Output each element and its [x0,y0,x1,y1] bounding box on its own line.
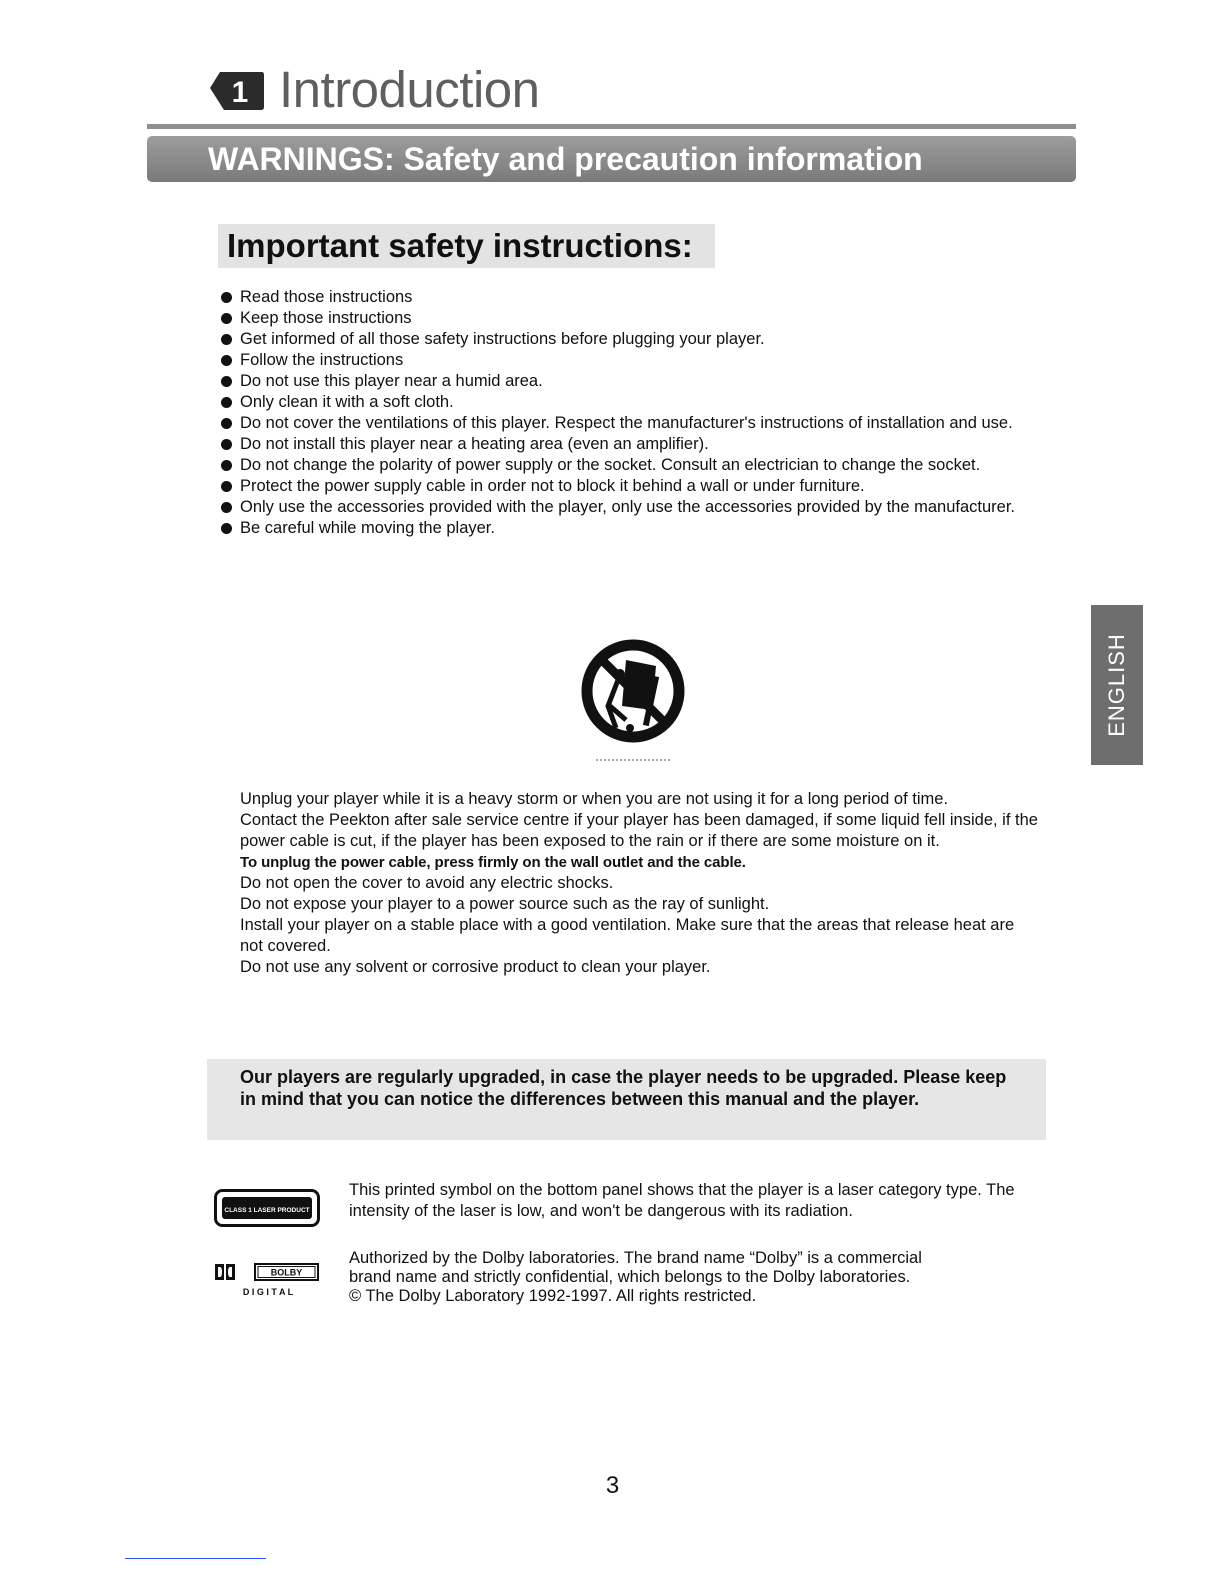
cart-tip-over-warning-icon [578,636,688,766]
footer-rule [125,1558,266,1559]
list-item: Only use the accessories provided with the player, only use the accessories provided by the manufacturer. [221,497,1041,518]
dolby-line: brand name and strictly confidential, which belongs to the Dolby laboratories. [349,1268,911,1286]
dolby-line: © The Dolby Laboratory 1992-1997. All rights restricted. [349,1287,757,1305]
class-1-laser-badge-icon [214,1189,320,1227]
dolby-digital-logo [214,1260,322,1298]
language-tab [1091,605,1143,765]
list-item: Only clean it with a soft cloth. [221,392,1041,413]
bullet-icon [221,397,232,408]
safety-heading: Important safety instructions: [218,224,715,268]
dolby-logo-sub: D I G I T A L [242,1287,294,1297]
bullet-icon [221,355,232,366]
list-item: Keep those instructions [221,308,1041,329]
safety-instruction-list [221,287,1041,539]
dolby-line: Authorized by the Dolby laboratories. The brand name “Dolby” is a commercial [349,1249,922,1267]
bullet-icon [221,523,232,534]
paragraph: Install your player on a stable place with a good ventilation. Make sure that the areas that release heat are not covered. [240,916,1015,955]
laser-badge-label: CLASS 1 LASER PRODUCT [224,1207,310,1214]
bullet-icon [221,418,232,429]
list-item: Do not cover the ventilations of this player. Respect the manufacturer's instructions of installation and use. [221,413,1041,434]
paragraph: Do not expose your player to a power source such as the ray of sunlight. [240,895,770,913]
paragraph: Unplug your player while it is a heavy storm or when you are not using it for a long period of time. [240,790,949,808]
upgrade-notice: Our players are regularly upgraded, in case the player needs to be upgraded. Please keep in mind that you can notice the differences between this manual and the player. [207,1059,1046,1140]
bullet-icon [221,313,232,324]
language-tab-label: ENGLISH [1104,633,1129,737]
laser-description: This printed symbol on the bottom panel shows that the player is a laser category type. The intensity of the laser is low, and won't be dangerous with its radiation. [349,1181,1015,1220]
paragraph: Do not open the cover to avoid any electric shocks. [240,874,614,892]
list-item: Get informed of all those safety instructions before plugging your player. [221,329,1041,350]
bullet-icon [221,334,232,345]
list-item: Be careful while moving the player. [221,518,1041,539]
list-item: Do not install this player near a heating area (even an amplifier). [221,434,1041,455]
bullet-icon [221,481,232,492]
list-item: Follow the instructions [221,350,1041,371]
page-number: 3 [605,1472,620,1499]
chapter-number-icon [208,70,266,112]
bullet-icon [221,502,232,513]
paragraph: Do not use any solvent or corrosive product to clean your player. [240,958,711,976]
bullet-icon [221,439,232,450]
list-item: Protect the power supply cable in order not to block it behind a wall or under furniture. [221,476,1041,497]
list-item: Do not use this player near a humid area. [221,371,1041,392]
dolby-description [349,1249,1039,1306]
warnings-banner: WARNINGS: Safety and precaution information [147,136,1076,182]
list-item: Read those instructions [221,287,1041,308]
paragraph: To unplug the power cable, press firmly on the wall outlet and the cable. [240,854,746,871]
bullet-icon [221,292,232,303]
chapter-title: Introduction [279,61,540,118]
precaution-paragraphs [240,789,1040,978]
bullet-icon [221,376,232,387]
chapter-number: 1 [231,76,249,109]
paragraph: Contact the Peekton after sale service centre if your player has been damaged, if some liquid fell inside, if the power cable is cut, if the player has been exposed to the rain or if there are some moisture on it. [240,811,1038,850]
dolby-logo-word: BOLBY [270,1267,303,1278]
bullet-icon [221,460,232,471]
list-item: Do not change the polarity of power supply or the socket. Consult an electrician to change the socket. [221,455,1041,476]
header-rule [147,124,1076,129]
